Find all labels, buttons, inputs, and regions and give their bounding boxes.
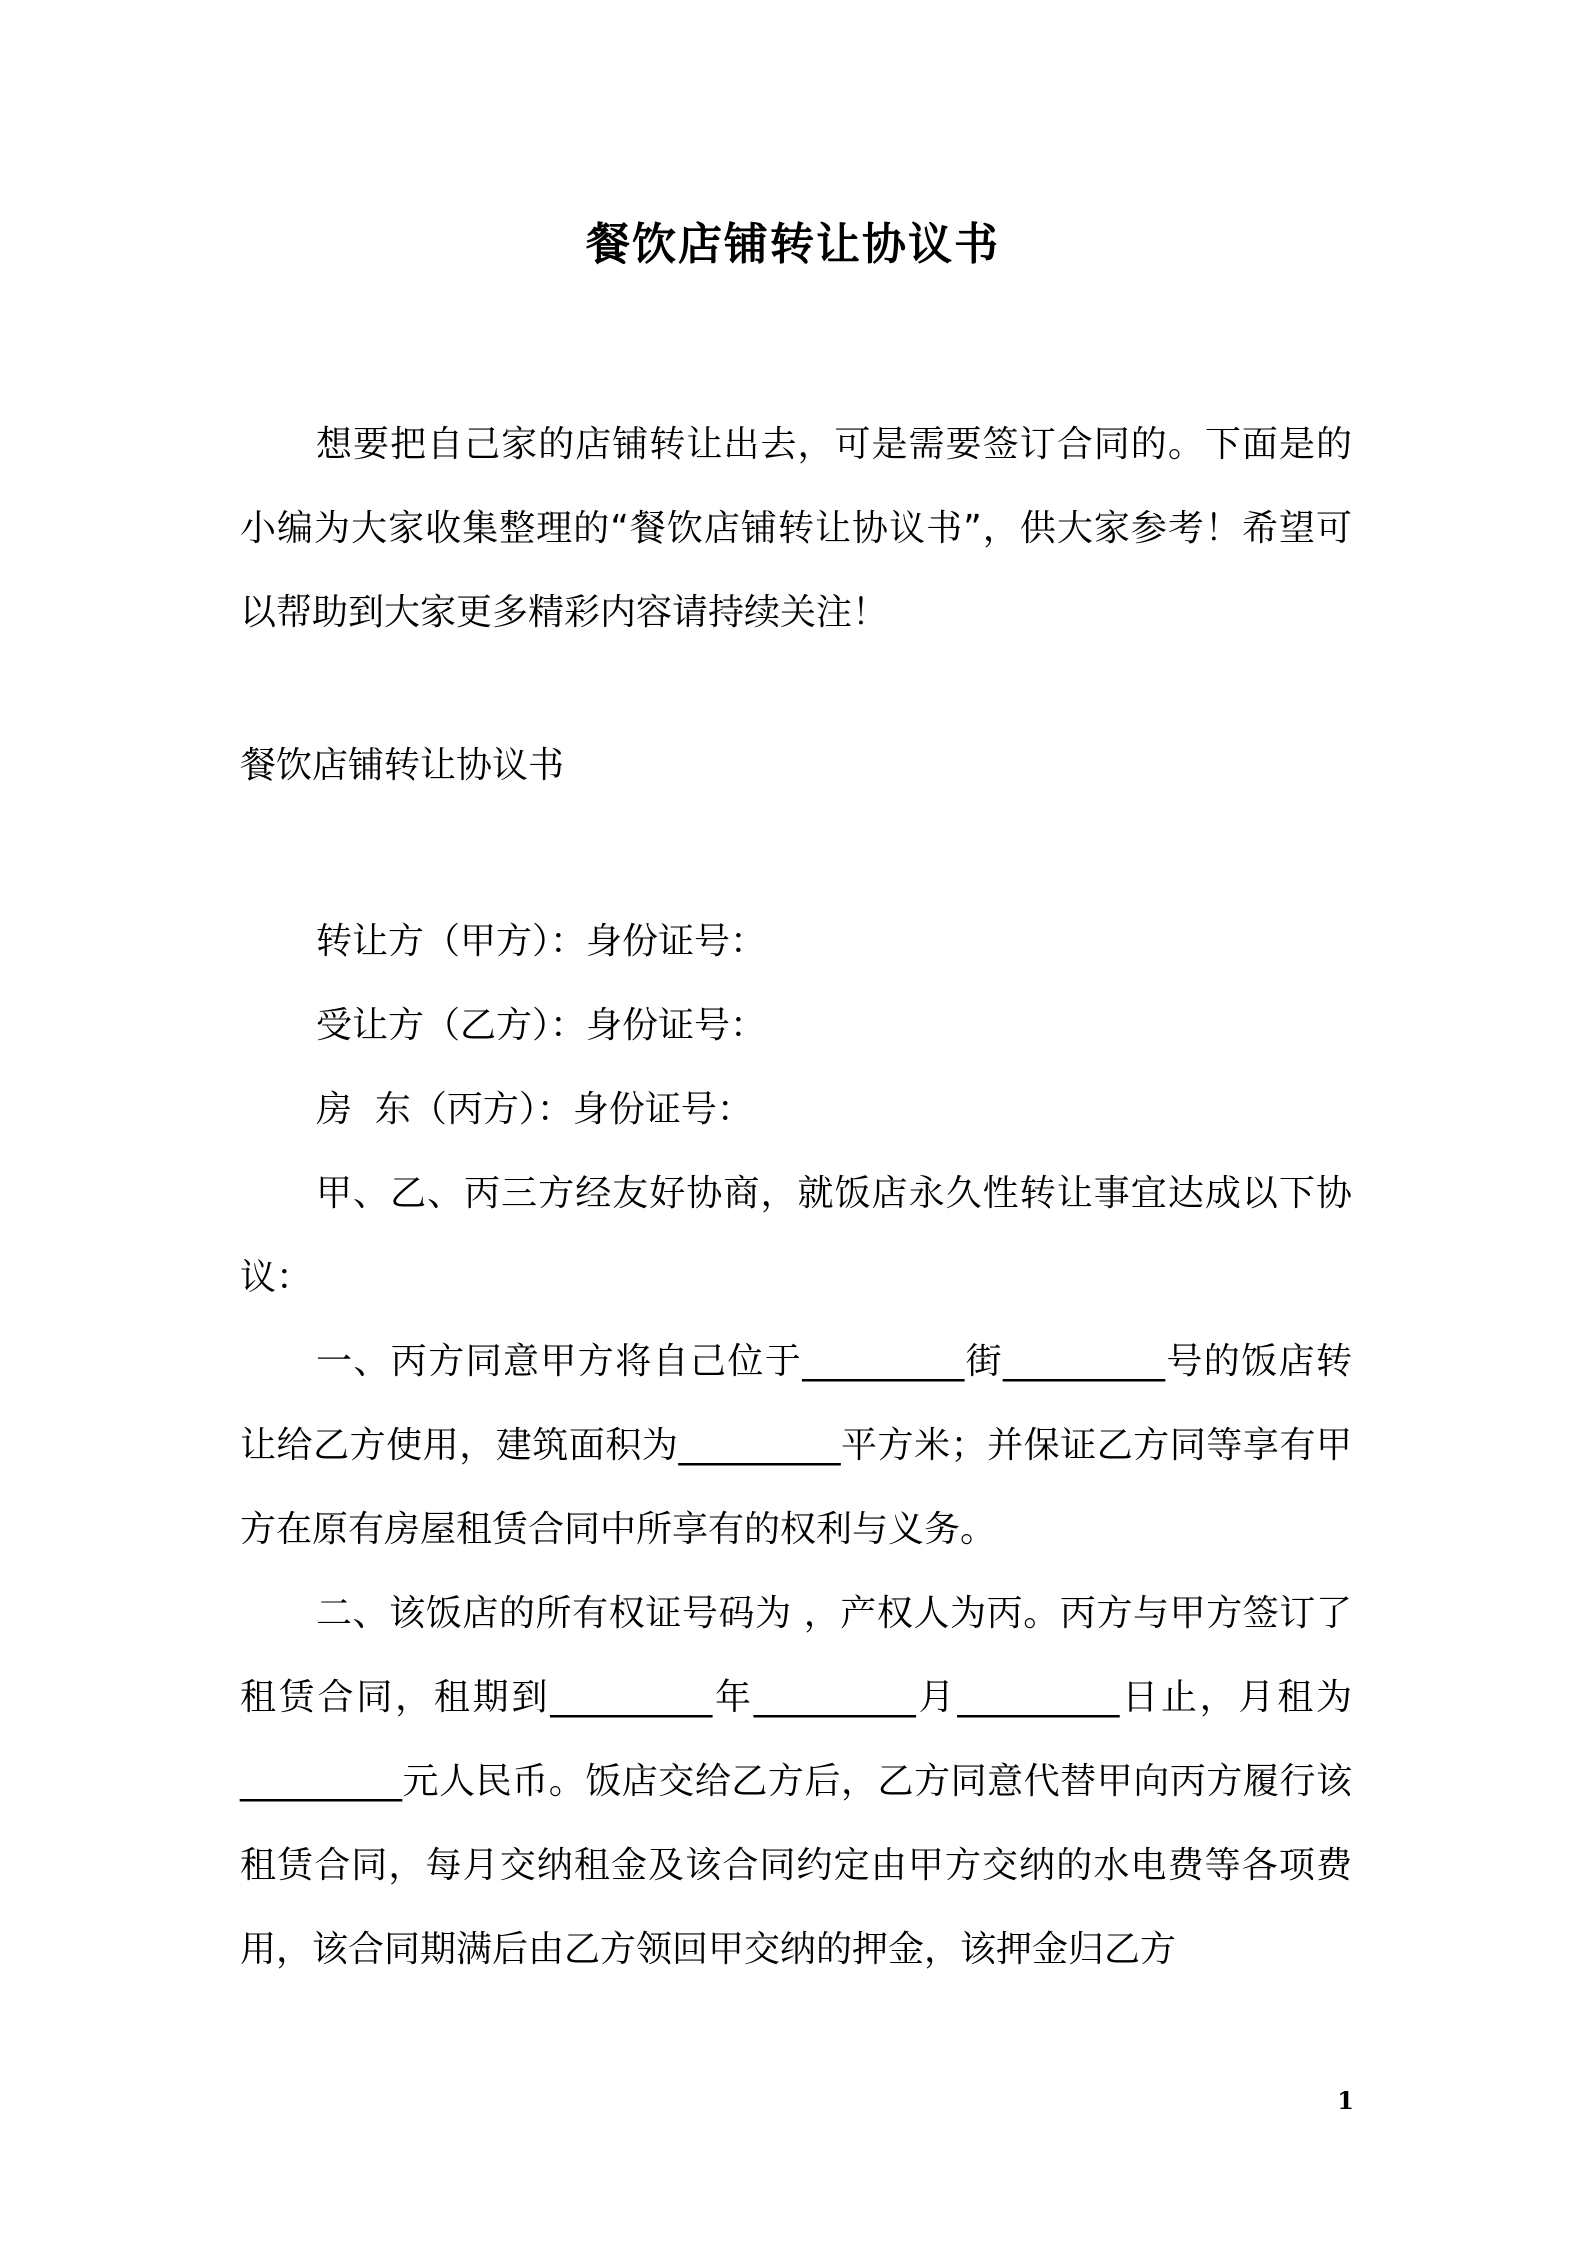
- preamble-paragraph: 甲、乙、丙三方经友好协商，就饭店永久性转让事宜达成以下协议：: [240, 1173, 1352, 1298]
- agreement-body: [240, 900, 1352, 1992]
- party-b-line: 受让方（乙方）：身份证号：: [316, 1005, 767, 1046]
- document-title: 餐饮店铺转让协议书: [586, 219, 1000, 270]
- page-number: 1: [1337, 2086, 1354, 2115]
- clause-2-paragraph: 二、该饭店的所有权证号码为 ，产权人为丙。丙方与甲方签订了租赁合同，租期到_________年_________月_________日止，月租为_________元人民币。饭店交给乙方后，乙方同意代替甲向丙方履行该租赁合同，每月交纳租金及该合同约定由甲方交纳的水电费等各项费用，该合同期满后由乙方领回甲交纳的押金，该押金归乙方: [240, 1593, 1352, 1970]
- party-c-line: 房 东（丙方）：身份证号：: [316, 1089, 753, 1130]
- document-subtitle: 餐饮店铺转让协议书: [240, 745, 565, 786]
- clause-1-paragraph: 一、丙方同意甲方将自己位于_________街_________号的饭店转让给乙方使用，建筑面积为_________平方米；并保证乙方同等享有甲方在原有房屋租赁合同中所享有的权利与义务。: [240, 1341, 1352, 1550]
- intro-paragraph: 想要把自己家的店铺转让出去，可是需要签订合同的。下面是的小编为大家收集整理的“餐饮店铺转让协议书”，供大家参考！希望可以帮助到大家更多精彩内容请持续关注！: [240, 424, 1352, 633]
- party-a-line: 转让方（甲方）：身份证号：: [316, 921, 767, 962]
